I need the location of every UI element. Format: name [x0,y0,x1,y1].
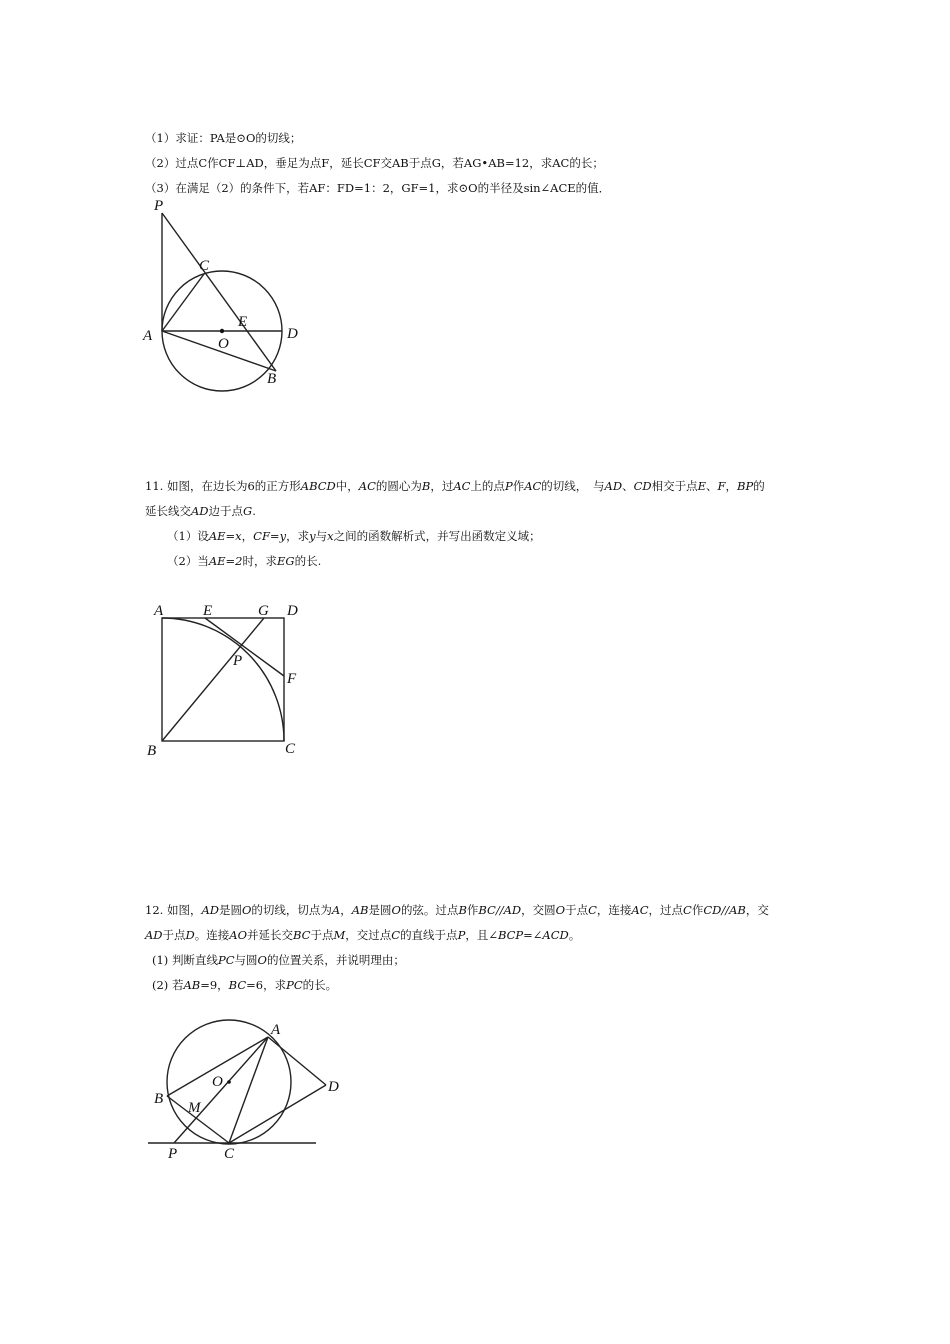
p10-label-E: E [238,314,248,330]
p10-label-P: P [154,198,164,214]
p11-label-D: D [287,603,298,619]
p10-question-1: （1）求证：PA是⊙O的切线； [145,131,302,145]
p10-label-O: O [218,336,229,352]
p11-label-A: A [154,603,164,619]
p10-question-2: （2）过点C作CF⊥AD，垂足为点F，延长CF交AB于点G，若AG•AB=12，求AC的长； [145,156,604,170]
p11-question-2: （2）当AE=2时，求EG的长. [167,554,322,568]
p12-question-2: (2) 若AB=9，BC=6，求PC的长。 [152,978,338,992]
p11-label-B: B [147,743,157,759]
p12-line-2: AD于点D。连接AO并延长交BC于点M，交过点C的直线于点P，且∠BCP=∠ACD。 [145,928,581,942]
p12-label-O: O [212,1074,223,1090]
p12-center-dot [227,1080,231,1084]
p12-line-AP [174,1037,268,1143]
p10-question-3: （3）在满足（2）的条件下，若AF：FD=1：2，GF=1，求⊙O的半径及sin∠ACE的值． [145,181,611,195]
p12-line-AD [268,1037,326,1085]
p11-label-F: F [287,671,297,687]
p11-label-G: G [258,603,269,619]
p11-line-2: 延长线交AD边于点G. [145,504,256,518]
p12-label-B: B [154,1091,164,1107]
p10-label-C: C [199,258,210,274]
p10-label-D: D [287,326,298,342]
p10-label-B: B [267,371,277,387]
p12-label-M: M [188,1100,201,1116]
p12-line-CD [229,1085,326,1143]
p12-label-P: P [168,1146,178,1162]
p12-label-D: D [328,1079,339,1095]
p10-label-A: A [143,328,153,344]
p12-line-1: 12. 如图，AD是圆O的切线，切点为A，AB是圆O的弦。过点B作BC//AD，交圆O于点C，连接AC，过点C作CD//AB，交 [145,903,769,917]
p11-label-C: C [285,741,296,757]
p11-label-P: P [233,653,243,669]
p11-question-1: （1）设AE=x，CF=y，求y与x之间的函数解析式，并写出函数定义域； [167,529,541,543]
p12-chord-AC [229,1037,268,1143]
p11-line-1: 11. 如图，在边长为6的正方形ABCD中，AC的圆心为B，过AC上的点P作AC的切线， 与AD、CD相交于点E、F，BP的 [145,479,765,493]
p12-question-1: (1) 判断直线PC与圆O的位置关系，并说明理由； [152,953,405,967]
p12-label-A: A [271,1022,281,1038]
p11-label-E: E [203,603,213,619]
p12-label-C: C [224,1146,235,1162]
